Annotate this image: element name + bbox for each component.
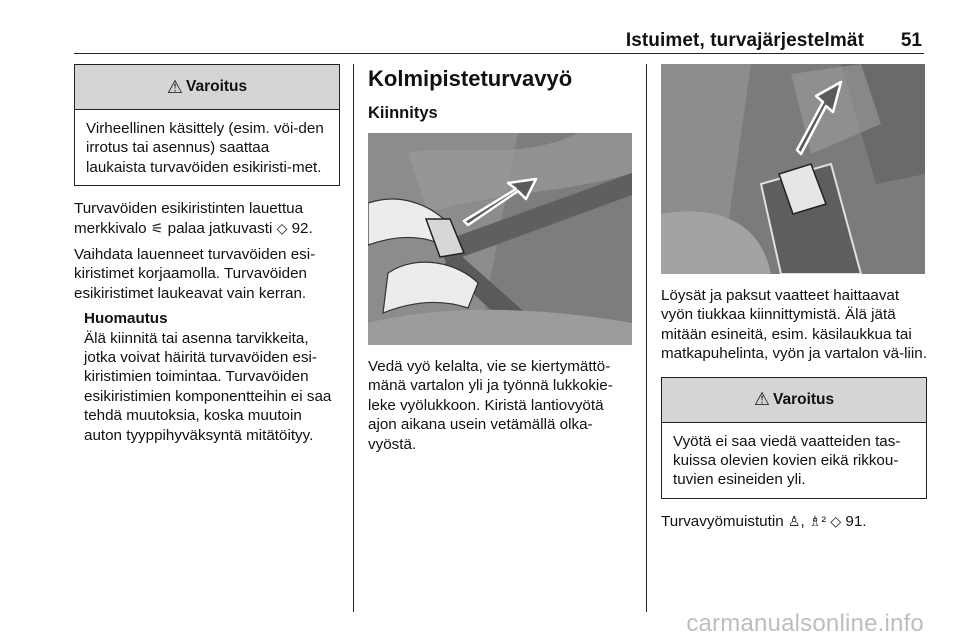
seatbelt-reminder-icon: ♙ [787, 512, 801, 529]
clothing-paragraph: Löysät ja paksut vaatteet haittaavat vyön tiukkaa kiinnittymistä. Älä jätä mitään esineitä, esim. käsilaukkua tai matkapuhelinta, vyön ja vartalon vä-liin. [661, 287, 927, 363]
pretensioner-text-b: palaa jatkuvasti [167, 219, 273, 237]
warning-title-2: Varoitus [772, 390, 835, 408]
header-rule [74, 53, 924, 54]
reminder-page-ref[interactable]: 91. [845, 512, 867, 530]
replacement-paragraph: Vaihdata lauenneet turvavöiden esi-kiristimet korjaamolla. Turvavöiden esikiristimet laukeavat vain kerran. [74, 246, 316, 302]
page-reference-icon: ◇ [276, 219, 288, 236]
note-block [74, 309, 340, 445]
warning-triangle-icon: ⚠ [753, 389, 770, 410]
pretensioner-paragraph [74, 199, 340, 238]
note-title: Huomautus [84, 310, 168, 328]
column-divider-left [353, 64, 354, 612]
page-number: 51 [900, 30, 922, 51]
column-2 [368, 64, 632, 454]
watermark: carmanualsonline.info [686, 610, 924, 637]
pretensioner-text-a: Turvavöiden esikiristinten lauettua merkkivalo [74, 200, 304, 237]
warning-box [74, 64, 340, 186]
warning-text-2: Vyötä ei saa viedä vaatteiden tas-kuissa olevien kovien eikä rikkou-tuvien esineiden yli. [673, 432, 901, 489]
warning-triangle-icon: ⚠ [166, 76, 183, 97]
reminder-paragraph: Turvavyömuistutin ♙, ♗² ◇ 91. [661, 512, 867, 530]
warning-header [75, 65, 339, 110]
note-text: Älä kiinnitä tai asenna tarvikkeita, jotka voivat häiritä turvavöiden esi-kiristimien toimintaa. Turvavöiden esikiristimien komponentteihin ei saa tehdä muutoksia, koska muutoin auton tyyppihyväksyntä mitätöityy. [84, 329, 332, 444]
seatbelt-reminder-rear-icon: ♗² [808, 512, 827, 529]
section-subheading: Kiinnitys [368, 104, 438, 122]
seatbelt-fastening-illustration [368, 133, 632, 345]
page-reference-icon: ◇ [830, 512, 842, 529]
page-header-title: Istuimet, turvajärjestelmät [625, 30, 864, 51]
column-1 [74, 64, 340, 445]
section-heading: Kolmipisteturvavyö [368, 66, 573, 91]
column-divider-right [646, 64, 647, 612]
warning-title: Varoitus [185, 78, 248, 95]
warning-text: Virheellinen käsittely (esim. vöi-den irrotus tai asennus) saattaa laukaista turvavöiden esikiristi-met. [86, 120, 324, 176]
warning-header-2 [662, 378, 926, 423]
fastening-instructions: Vedä vyö kelalta, vie se kiertymättö-mänä vartalon yli ja työnnä lukkokie-leke vyölukkoon. Kiristä lantiovyötä ajon aikana usein vetämällä olka-vyöstä. [368, 358, 613, 453]
warning-box-2 [661, 377, 927, 499]
reminder-text: Turvavyömuistutin [661, 512, 784, 530]
airbag-indicator-icon: ⚟ [150, 219, 164, 236]
buckle-illustration [661, 64, 925, 274]
pretensioner-page-ref[interactable]: 92. [291, 219, 313, 237]
column-3 [661, 64, 927, 531]
